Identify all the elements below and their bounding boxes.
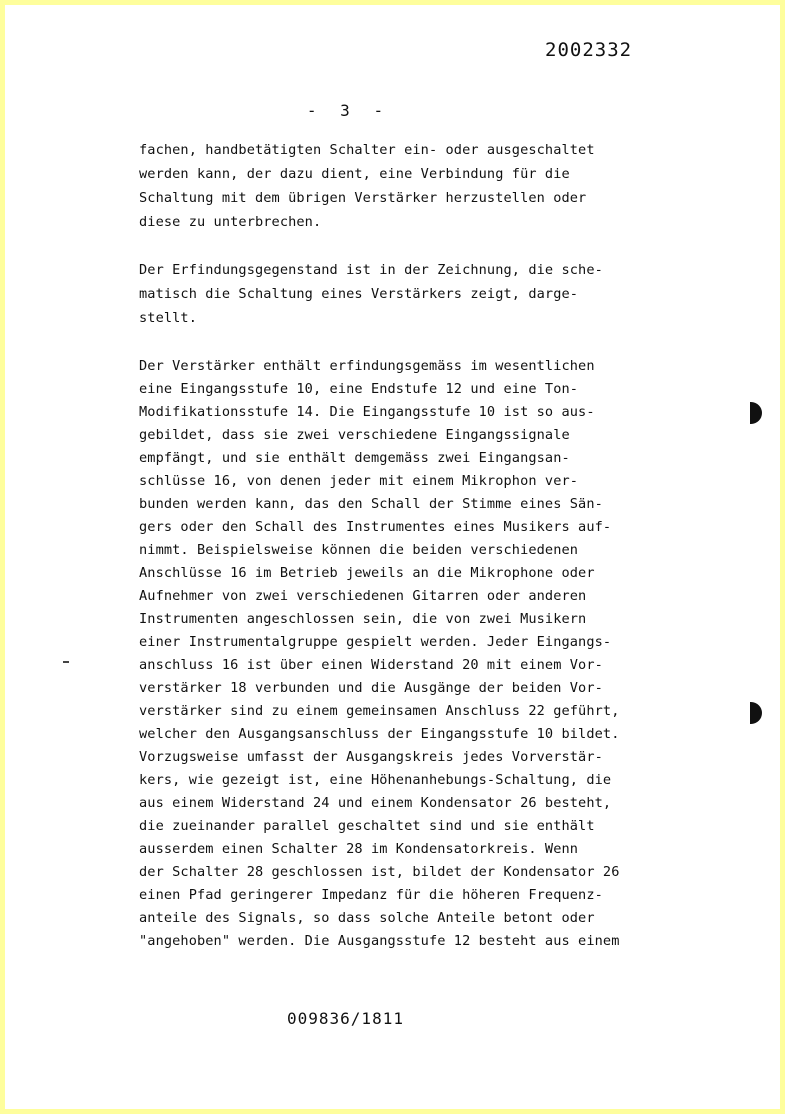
text-line: diese zu unterbrechen.	[139, 214, 322, 230]
text-line: Anschlüsse 16 im Betrieb jeweils an die Mikrophone oder	[139, 565, 595, 581]
punch-hole-mark	[750, 702, 762, 724]
text-line: kers, wie gezeigt ist, eine Höhenanhebungs-Schaltung, die	[139, 772, 612, 788]
text-line: bunden werden kann, das den Schall der Stimme eines Sän-	[139, 496, 603, 512]
scan-speck	[63, 661, 69, 663]
text-line: verstärker sind zu einem gemeinsamen Anschluss 22 geführt,	[139, 703, 620, 719]
text-line: Aufnehmer von zwei verschiedenen Gitarren oder anderen	[139, 588, 587, 604]
text-line: Instrumenten angeschlossen sein, die von zwei Musikern	[139, 611, 587, 627]
text-line: anteile des Signals, so dass solche Anteile betont oder	[139, 910, 595, 926]
text-line: anschluss 16 ist über einen Widerstand 20 mit einem Vor-	[139, 657, 603, 673]
text-line: eine Eingangsstufe 10, eine Endstufe 12 und eine Ton-	[139, 381, 579, 397]
text-line: Modifikationsstufe 14. Die Eingangsstufe 10 ist so aus-	[139, 404, 595, 420]
text-line: gebildet, dass sie zwei verschiedene Eingangssignale	[139, 427, 570, 443]
text-line: aus einem Widerstand 24 und einem Kondensator 26 besteht,	[139, 795, 612, 811]
text-line: verstärker 18 verbunden und die Ausgänge der beiden Vor-	[139, 680, 603, 696]
text-line: schlüsse 16, von denen jeder mit einem Mikrophon ver-	[139, 473, 579, 489]
text-line: einer Instrumentalgruppe gespielt werden. Jeder Eingangs-	[139, 634, 612, 650]
text-line: ausserdem einen Schalter 28 im Kondensatorkreis. Wenn	[139, 841, 579, 857]
punch-hole-mark	[750, 402, 762, 424]
document-page	[5, 5, 780, 1109]
text-line: "angehoben" werden. Die Ausgangsstufe 12 besteht aus einem	[139, 933, 620, 949]
text-line: die zueinander parallel geschaltet sind und sie enthält	[139, 818, 595, 834]
text-line: Der Erfindungsgegenstand ist in der Zeichnung, die sche-	[139, 262, 603, 278]
text-line: matisch die Schaltung eines Verstärkers zeigt, darge-	[139, 286, 579, 302]
text-line: der Schalter 28 geschlossen ist, bildet der Kondensator 26	[139, 864, 620, 880]
text-line: Der Verstärker enthält erfindungsgemäss im wesentlichen	[139, 358, 595, 374]
text-line: werden kann, der dazu dient, eine Verbindung für die	[139, 166, 570, 182]
text-line: nimmt. Beispielsweise können die beiden verschiedenen	[139, 542, 579, 558]
footer-code: 009836/1811	[287, 1009, 404, 1028]
page-number: - 3 -	[306, 101, 384, 120]
text-line: gers oder den Schall des Instrumentes eines Musikers auf-	[139, 519, 612, 535]
text-line: stellt.	[139, 310, 197, 326]
text-line: Schaltung mit dem übrigen Verstärker herzustellen oder	[139, 190, 587, 206]
document-number: 2002332	[545, 39, 633, 61]
text-line: fachen, handbetätigten Schalter ein- oder ausgeschaltet	[139, 142, 595, 158]
text-line: einen Pfad geringerer Impedanz für die höheren Frequenz-	[139, 887, 603, 903]
text-line: empfängt, und sie enthält demgemäss zwei Eingangsan-	[139, 450, 570, 466]
text-line: welcher den Ausgangsanschluss der Eingangsstufe 10 bildet.	[139, 726, 620, 742]
text-line: Vorzugsweise umfasst der Ausgangskreis jedes Vorverstär-	[139, 749, 603, 765]
